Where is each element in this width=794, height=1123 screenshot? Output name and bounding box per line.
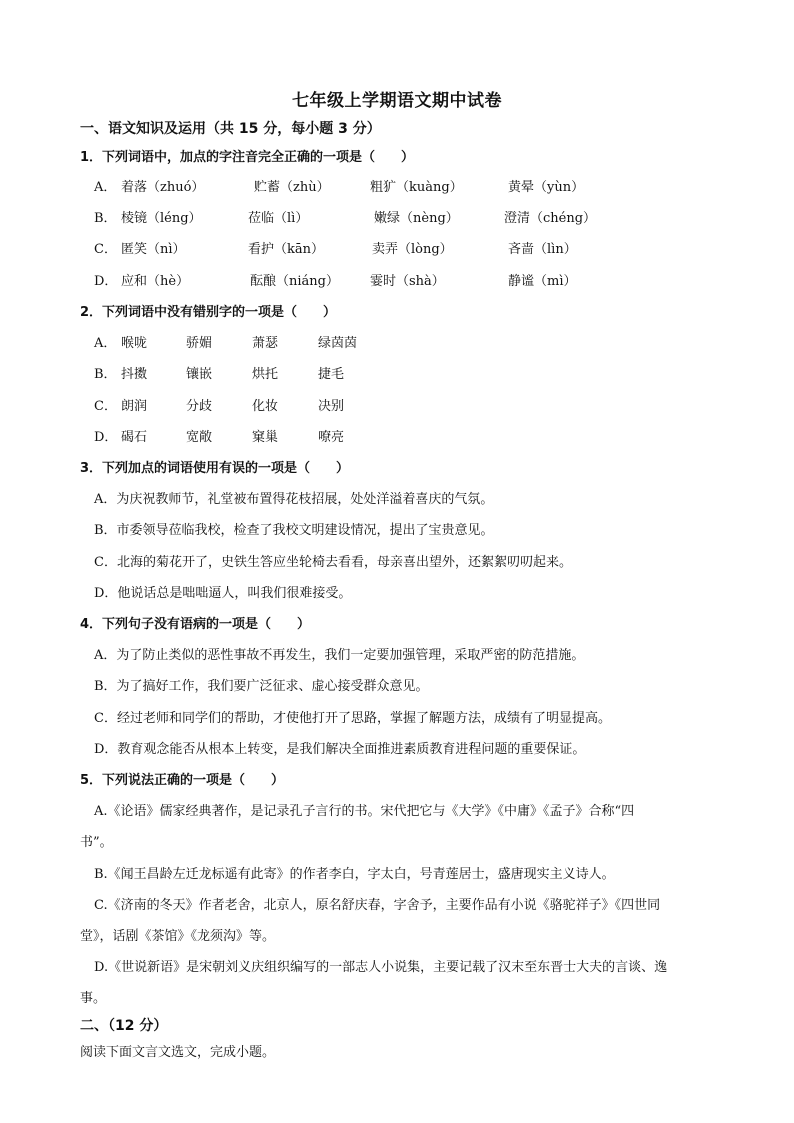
option-item: 澄清（chéng） <box>504 211 597 226</box>
option-item: 抖擞 <box>121 367 148 382</box>
option-item: 烘托 <box>252 367 279 382</box>
option-item: 棱镜（léng） <box>121 211 202 226</box>
option-letter: B． <box>94 367 117 382</box>
question-3-stem: 3．下列加点的词语使用有误的一项是（ ） <box>80 461 350 476</box>
question-2-stem: 2．下列词语中没有错别字的一项是（ ） <box>80 305 337 320</box>
question-5-option-c: C.《济南的冬天》作者老舍，北京人，原名舒庆春，字舍予，主要作品有小说《骆驼祥子》《四世同 <box>94 898 661 913</box>
option-item: 静谧（mì） <box>508 274 577 289</box>
option-item: 镶嵌 <box>186 367 213 382</box>
option-letter: D． <box>94 430 118 445</box>
section-2-heading: 二、（12 分） <box>80 1018 168 1034</box>
question-4-option-a: A．为了防止类似的恶性事故不再发生，我们一定要加强管理，采取严密的防范措施。 <box>94 648 585 663</box>
option-letter: B． <box>94 211 117 226</box>
question-3-option-d: D．他说话总是咄咄逼人，叫我们很难接受。 <box>94 586 352 601</box>
option-item: 宽敞 <box>186 430 213 445</box>
question-5-option-a-continued: 书”。 <box>80 835 113 850</box>
option-item: 黄晕（yùn） <box>508 180 585 195</box>
option-item: 分歧 <box>186 399 213 414</box>
option-item: 骄媚 <box>186 336 213 351</box>
option-item: 窠巢 <box>252 430 279 445</box>
option-item: 应和（hè） <box>121 274 190 289</box>
question-4-option-b: B．为了搞好工作，我们要广泛征求、虚心接受群众意见。 <box>94 679 429 694</box>
option-item: 嘹亮 <box>318 430 345 445</box>
section-2-instruction: 阅读下面文言文选文，完成小题。 <box>80 1045 276 1060</box>
option-item: 粗犷（kuàng） <box>370 180 463 195</box>
option-item: 决别 <box>318 399 345 414</box>
option-item: 捷毛 <box>318 367 345 382</box>
question-5-option-d-continued: 事。 <box>80 991 107 1006</box>
option-letter: C． <box>94 399 117 414</box>
option-item: 卖弄（lòng） <box>372 242 453 257</box>
question-5-option-a: A.《论语》儒家经典著作，是记录孔子言行的书。宋代把它与《大学》《中庸》《孟子》合称“四 <box>94 804 635 819</box>
option-item: 嫩绿（nèng） <box>374 211 459 226</box>
option-item: 着落（zhuó） <box>121 180 205 195</box>
question-1-stem: 1．下列词语中，加点的字注音完全正确的一项是（ ） <box>80 150 415 165</box>
option-item: 吝啬（lìn） <box>508 242 577 257</box>
option-item: 莅临（lì） <box>248 211 309 226</box>
option-letter: A． <box>94 180 117 195</box>
option-item: 霎时（shà） <box>370 274 445 289</box>
option-item: 匿笑（nì） <box>121 242 186 257</box>
question-4-stem: 4．下列句子没有语病的一项是（ ） <box>80 617 311 632</box>
question-5-option-d: D.《世说新语》是宋朝刘义庆组织编写的一部志人小说集，主要记载了汉末至东晋士大夫的言谈、逸 <box>94 960 668 975</box>
question-3-option-c: C．北海的菊花开了，史铁生答应坐轮椅去看看，母亲喜出望外，还絮絮叨叨起来。 <box>94 555 572 570</box>
question-5-option-c-continued: 堂》，话剧《茶馆》《龙须沟》等。 <box>80 929 276 944</box>
question-5-option-b: B.《闻王昌龄左迁龙标遥有此寄》的作者李白，字太白，号青莲居士，盛唐现实主义诗人。 <box>94 867 615 882</box>
option-item: 喉咙 <box>121 336 148 351</box>
question-4-option-d: D．教育观念能否从根本上转变，是我们解决全面推进素质教育进程问题的重要保证。 <box>94 742 586 757</box>
option-letter: A． <box>94 336 117 351</box>
option-item: 萧瑟 <box>252 336 279 351</box>
option-item: 酝酿（niáng） <box>250 274 339 289</box>
option-letter: C． <box>94 242 117 257</box>
option-letter: D． <box>94 274 118 289</box>
page-title: 七年级上学期语文期中试卷 <box>292 91 502 111</box>
question-5-stem: 5．下列说法正确的一项是（ ） <box>80 773 285 788</box>
option-item: 化妆 <box>252 399 279 414</box>
option-item: 碣石 <box>121 430 148 445</box>
question-3-option-a: A．为庆祝教师节，礼堂被布置得花枝招展，处处洋溢着喜庆的气氛。 <box>94 492 494 507</box>
option-item: 朗润 <box>121 399 148 414</box>
option-item: 看护（kān） <box>248 242 325 257</box>
section-1-heading: 一、语文知识及运用（共 15 分，每小题 3 分） <box>80 121 381 137</box>
option-item: 绿茵茵 <box>318 336 358 351</box>
question-3-option-b: B．市委领导莅临我校，检查了我校文明建设情况，提出了宝贵意见。 <box>94 523 494 538</box>
option-item: 贮蓄（zhù） <box>254 180 330 195</box>
question-4-option-c: C．经过老师和同学们的帮助，才使他打开了思路，掌握了解题方法，成绩有了明显提高。 <box>94 711 611 726</box>
